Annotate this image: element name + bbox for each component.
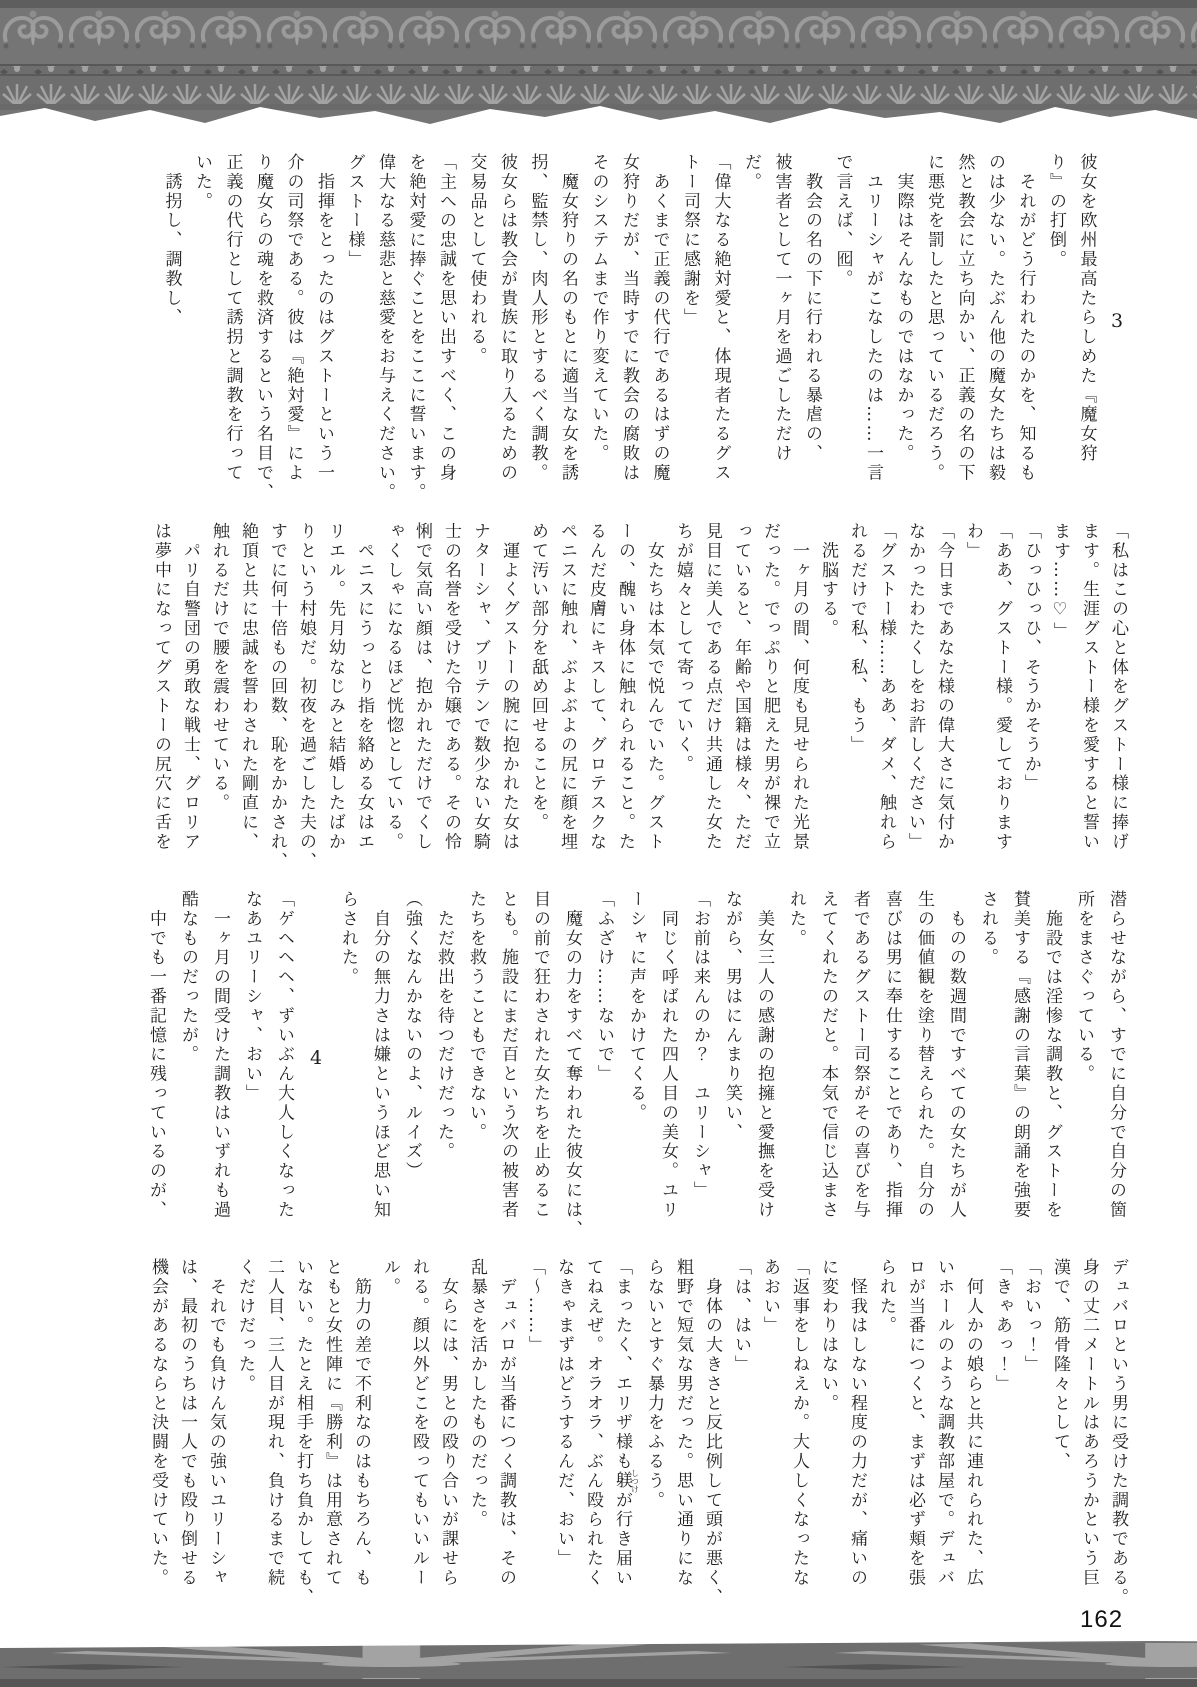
text-band-1 (156, 153, 1132, 503)
text-column: わ」 (963, 522, 983, 561)
text-column: 「私はこの心と体をグストー様に捧げ (1108, 522, 1128, 852)
ornamental-border-bottom (0, 1635, 1197, 1687)
text-column: 然と教会に立ち向かい、正義の名の下 (954, 153, 975, 483)
text-column: 「ゲヘヘヘ、ずいぶん大人しくなった (274, 890, 294, 1220)
text-column: ゃくしゃになるほど恍惚としている。 (383, 522, 403, 852)
text-column: 彼女らは教会が貴族に取り入るための (497, 153, 517, 483)
text-column: 洗脳する。 (818, 522, 838, 639)
text-column: たちを救うこともできない。 (466, 890, 486, 1143)
text-column: 潜らせながら、すでに自分で自分の箇 (1106, 890, 1126, 1220)
text-column: 「偉大なる絶対愛と、体現者たるグス (710, 153, 731, 483)
text-column: 「ひっひっひ、そうかそうか」 (1021, 522, 1041, 794)
text-column: 「今日まであなた様の偉大さに気付か (934, 522, 954, 852)
text-column: ユリーシャがこなしたのは……一言 (863, 153, 883, 483)
text-column: ーの、醜い身体に触れられること。た (615, 522, 635, 852)
text-column: される。 (978, 890, 998, 968)
text-column: ただ救出を待つだけだった。 (434, 890, 454, 1162)
text-column: 教会の名の下に行われる暴虐の、 (802, 153, 822, 464)
text-column: だった。でっぷりと肥えた男が裸で立 (760, 522, 780, 852)
text-column: 指揮をとったのはグストーという一 (314, 153, 334, 483)
text-column: すでに何十倍もの回数、恥をかかされ、 (267, 522, 287, 872)
text-column: ながら、男はにんまり笑い、 (722, 890, 742, 1143)
text-column: 中でも一番記憶に残っているのが、 (146, 890, 166, 1220)
text-column: 運よくグストーの腕に抱かれた女は (499, 522, 519, 852)
text-column: 介の司祭である。彼は『絶対愛』によ (283, 153, 304, 483)
ornamental-border-top (0, 0, 1197, 132)
text-column: 「きゃあっ！」 (992, 1258, 1012, 1394)
text-column: 者であるグストー司祭がその喜びを与 (850, 890, 870, 1220)
text-column: れるだけで私、私、もう」 (847, 522, 867, 755)
text-column: ロが当番につくと、まずは必ず頬を張 (905, 1258, 925, 1588)
text-column: なかったわたくしをお許しください」 (905, 522, 925, 852)
text-column: 「主への忠誠を思い出すべく、この身 (436, 153, 456, 483)
text-column: いない。たとえ相手を打ち負かしても、 (293, 1258, 313, 1608)
text-column: くだけだった。 (235, 1258, 255, 1394)
text-column: られた。 (876, 1258, 896, 1336)
text-column: 「まったく、エリザ様も躾しつけが行き届い (612, 1258, 640, 1588)
text-column: に変わりはない。 (818, 1258, 838, 1414)
text-column: デュバロが当番につく調教は、その (496, 1258, 516, 1588)
text-column: 拐、監禁し、肉人形とするべく調教。 (527, 153, 548, 483)
text-column: 生の価値観を塗り替えられた。自分の (914, 890, 934, 1220)
text-column: で言えば、囮。 (832, 153, 853, 289)
text-column: リエル。先月幼なじみと結婚したばか (325, 522, 345, 852)
text-column: 何人かの娘らと共に連れられた、広 (963, 1258, 983, 1588)
text-column: だ。 (741, 153, 761, 192)
text-column: 機会があるならと決闘を受けていた。 (148, 1258, 168, 1588)
text-column: 「グストー様……ああ、ダメ、触れら (876, 522, 896, 852)
text-column: デュバロという男に受けた調教である。 (1108, 1258, 1128, 1608)
text-column: のは少ない。たぶん他の魔女たちは毅 (985, 153, 1005, 483)
text-column: ともと女性陣に『勝利』は用意されて (322, 1258, 342, 1588)
section-number: 4 (305, 1047, 327, 1069)
text-column: 賛美する『感謝の言葉』の朗誦を強要 (1010, 890, 1030, 1220)
text-column: 士の名誉を受けた令嬢である。その怜 (441, 522, 461, 852)
text-column: あおい」 (760, 1258, 780, 1336)
text-column: えてくれたのだと。本気で信じ込まさ (818, 890, 838, 1220)
text-column: 「～……」 (525, 1258, 545, 1355)
text-column: り』の打倒。 (1046, 153, 1066, 270)
text-column: ちが嬉々として寄っていく。 (673, 522, 693, 775)
text-column: るんだ皮膚にキスして、グロテスクな (586, 522, 606, 852)
text-column: 一ヶ月の間受けた調教はいずれも過 (210, 890, 230, 1220)
text-column: ナターシャ、ブリテンで数少ない女騎 (470, 522, 490, 852)
text-column: 「返事をしねえか。大人しくなったな (789, 1258, 809, 1588)
text-column: 一ヶ月の間、何度も見せられた光景 (789, 522, 809, 852)
text-column: に悪党を罰したと思っているだろう。 (924, 153, 944, 483)
text-column: れた。 (786, 890, 806, 949)
text-column: 「ああ、グストー様。愛しております (992, 522, 1012, 852)
text-column: パリ自警団の勇敢な戦士、グロリア (180, 522, 200, 852)
text-column: 絶頂と共に忠誠を誓わされた剛直に、 (238, 522, 258, 852)
text-column: 筋力の差で不利なのはもちろん、も (351, 1258, 371, 1588)
text-column: 「ふざけ……ないで」 (594, 890, 614, 1084)
text-column: それがどう行われたのかを、知るも (1015, 153, 1036, 483)
text-column: 所をまさぐっている。 (1074, 890, 1094, 1084)
text-column: 「お前は来んのか？ ユリーシャ」 (690, 890, 710, 1201)
text-column: いホールのような調教部屋で。デュバ (934, 1258, 954, 1588)
text-column: そのシステムまで作り変えていた。 (588, 153, 609, 464)
text-column: ものの数週間ですべての女たちが人 (946, 890, 966, 1220)
text-column: 美女三人の感謝の抱擁と愛撫を受け (754, 890, 774, 1220)
text-column: 交易品として使われる。 (466, 153, 487, 367)
text-column: 魔女の力をすべて奪われた彼女には、 (562, 890, 582, 1240)
text-column: （強くなんかないのよ、ルイズ） (402, 890, 422, 1181)
text-column: らないとすぐ暴力をふるう。 (644, 1258, 664, 1511)
text-column: ペニスに触れ、ぶよぶよの尻に顔を埋 (557, 522, 577, 852)
text-column: なきゃまずはどうするんだ、おい」 (554, 1258, 574, 1569)
text-column: は、最初のうちは一人でも殴り倒せる (177, 1258, 197, 1588)
text-column: 目の前で狂わされた女たちを止めるこ (530, 890, 550, 1220)
text-column: てねえぜ。オラオラ、ぶん殴られたく (583, 1258, 603, 1588)
text-column: 同じく呼ばれた四人目の美女。ユリ (658, 890, 678, 1220)
text-column: 彼女を欧州最高たらしめた『魔女狩 (1076, 153, 1097, 464)
text-column: 魔女狩りの名のもとに適当な女を誘 (558, 153, 578, 483)
text-column: は夢中になってグストーの尻穴に舌を (151, 522, 171, 852)
text-column: いた。 (192, 153, 212, 212)
text-column: とも。施設にまだ百という次の被害者 (498, 890, 518, 1220)
text-column: 正義の代行として誘拐と調教を行って (222, 153, 243, 483)
text-column: ます。生涯グストー様を愛すると誓い (1079, 522, 1099, 852)
text-column: れる。顔以外どこを殴ってもいいルー (409, 1258, 429, 1588)
text-column: 触れるだけで腰を震わせている。 (209, 522, 229, 813)
text-column: 粗野で短気な男だった。思い通りにな (673, 1258, 693, 1588)
text-column: 女たちは本気で悦んでいた。グスト (644, 522, 664, 852)
text-column: 被害者として一ヶ月を過ごしただけ (771, 153, 792, 464)
text-column: グストー様」 (344, 153, 365, 270)
text-column: 悧で気高い顔は、抱かれただけでくし (412, 522, 432, 852)
text-column: 女狩りだが、当時すでに教会の腐敗は (619, 153, 639, 483)
text-column: ます……♡」 (1050, 522, 1070, 642)
text-column: りという村娘だ。初夜を過ごした夫の、 (296, 522, 316, 872)
section-number: 3 (1106, 310, 1128, 332)
page-number: 162 (1080, 1606, 1124, 1633)
text-column: り魔女らの魂を救済するという名目で、 (253, 153, 273, 503)
text-column: ル。 (380, 1258, 400, 1297)
text-column: 自分の無力さは嫌というほど思い知 (370, 890, 390, 1220)
text-column: 怪我はしない程度の力だが、痛いの (847, 1258, 867, 1588)
text-column: を絶対愛に捧ぐことをここに誓います。 (405, 153, 426, 503)
text-column: 施設では淫惨な調教と、グストーを (1042, 890, 1062, 1220)
text-column: 身体の大きさと反比例して頭が悪く、 (702, 1258, 722, 1608)
text-column: 「は、はい」 (731, 1258, 751, 1375)
text-column: 偉大なる慈悲と慈愛をお与えください。 (375, 153, 395, 503)
text-column: 漢で、筋骨隆々として、 (1050, 1258, 1070, 1472)
text-column: 喜びは男に奉仕することであり、指揮 (882, 890, 902, 1220)
text-column: 「おいっ！」 (1021, 1258, 1041, 1375)
text-column: 二人目、三人目が現れ、負けるまで続 (264, 1258, 284, 1588)
text-column: 酷なものだったが。 (178, 890, 198, 1065)
text-column: あくまで正義の代行であるはずの魔 (649, 153, 670, 483)
text-column: めて汚い部分を舐め回せることを。 (528, 522, 548, 833)
text-band-3 (140, 890, 1132, 1240)
text-column: 身の丈二メートルはあろうかという巨 (1079, 1258, 1099, 1588)
text-column: なあユリーシャ、おい」 (242, 890, 262, 1104)
text-column: それでも負けん気の強いユリーシャ (206, 1258, 226, 1588)
text-column: 誘拐し、調教し、 (161, 153, 182, 328)
text-column: 乱暴さを活かしたものだった。 (467, 1258, 487, 1530)
text-column: 実際はそんなものではなかった。 (893, 153, 914, 464)
text-column: 女らには、男との殴り合いが課せら (438, 1258, 458, 1588)
furigana-ruby: 躾しつけ (612, 1469, 640, 1494)
text-column: トー司祭に感謝を」 (680, 153, 700, 328)
text-column: ーシャに声をかけてくる。 (626, 890, 646, 1123)
text-column: らされた。 (338, 890, 358, 987)
text-column: 見目に美人である点だけ共通した女た (702, 522, 722, 852)
text-band-4 (146, 1258, 1132, 1608)
text-band-2 (146, 522, 1132, 872)
text-column: っていると、年齢や国籍は様々、ただ (731, 522, 751, 852)
text-column: ペニスにうっとり指を絡める女はエ (354, 522, 374, 852)
